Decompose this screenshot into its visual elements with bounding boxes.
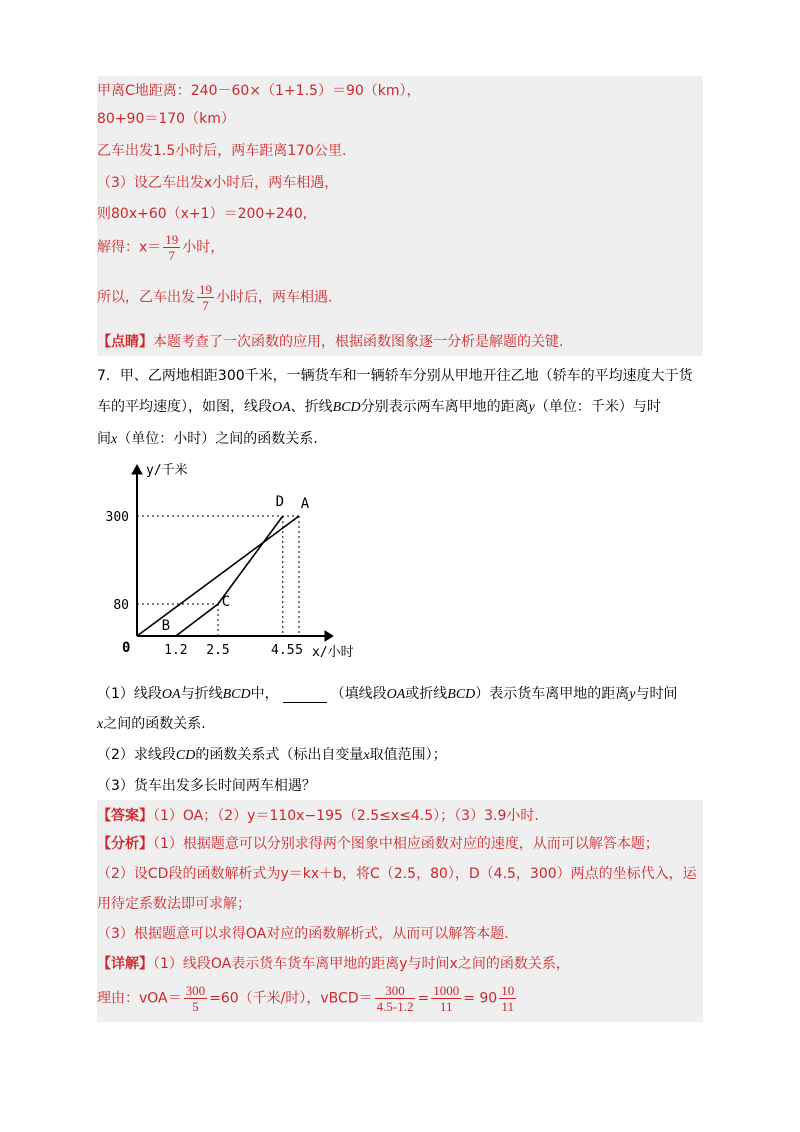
math-symbol: BCD — [447, 687, 476, 702]
point-label-d: D — [275, 494, 285, 510]
solution-line — [97, 282, 332, 313]
x-axis-label: x/小时 — [312, 645, 354, 660]
detail-text: = — [417, 990, 430, 1007]
question-text: 取值范围）； — [369, 747, 447, 763]
comment-line — [97, 331, 563, 351]
numerator: 300 — [375, 983, 416, 999]
question-text: 与时间 — [635, 686, 678, 702]
problem-text: （单位：小时）之间的函数关系. — [117, 431, 318, 447]
denominator: 11 — [501, 999, 514, 1014]
y-tick-label: 300 — [105, 510, 129, 525]
math-symbol: y — [629, 687, 636, 702]
solution-text: 小时后，两车相遇. — [216, 289, 333, 306]
detail-tag: 【详解】 — [97, 956, 153, 972]
x-tick-label: 4.5 — [271, 643, 295, 658]
function-graph — [100, 456, 360, 666]
solution-line — [97, 232, 224, 263]
math-symbol: BCD — [332, 400, 361, 415]
answer-tag: 【答案】 — [97, 808, 153, 824]
fraction — [184, 983, 208, 1014]
denominator: 5 — [192, 999, 199, 1014]
question-text: （填线段 — [330, 686, 387, 702]
analysis-text: （1）根据题意可以分别求得两个图象中相应函数对应的速度，从而可以解答本题； — [153, 836, 659, 852]
polyline-bcd — [176, 516, 283, 636]
question-3: （3）货车出发多长时间两车相遇？ — [97, 778, 316, 794]
y-axis-label: y/千米 — [146, 463, 188, 478]
math-symbol: x — [97, 717, 104, 732]
math-symbol: OA — [386, 687, 406, 702]
y-tick-label: 80 — [113, 598, 129, 613]
math-symbol: CD — [175, 748, 196, 763]
problem-line: 7．甲、乙两地相距300千米，一辆货车和一辆轿车分别从甲地开往乙地（轿车的平均速度大于货 — [97, 368, 693, 384]
problem-line — [97, 428, 318, 448]
question-text: 中， — [250, 686, 279, 702]
question-text: （1）线段 — [97, 686, 162, 702]
solution-text: 所以，乙车出发 — [97, 289, 195, 306]
question-2 — [97, 744, 447, 764]
point-label-c: C — [221, 594, 231, 610]
math-symbol: OA — [272, 400, 291, 415]
denominator: 7 — [202, 298, 209, 313]
question-text: （2）求线段 — [97, 747, 176, 763]
numerator: 1000 — [433, 983, 460, 998]
x-tick-label: 5 — [295, 643, 303, 658]
question-text: 或折线 — [405, 686, 448, 702]
question-text: ）表示货车离甲地的距离 — [475, 686, 630, 702]
numerator: 300 — [185, 983, 206, 998]
origin-label: 0 — [122, 640, 131, 656]
denominator: 7 — [168, 248, 176, 263]
problem-text: 、折线 — [290, 399, 333, 415]
problem-text: 间 — [97, 431, 111, 447]
x-tick-label: 2.5 — [206, 643, 230, 658]
fraction — [431, 983, 461, 1014]
math-symbol: x — [363, 748, 370, 763]
answer-blank — [283, 688, 327, 703]
analysis-line: （3）根据题意可以求得OA对应的函数解析式，从而可以解答本题. — [97, 926, 509, 942]
math-symbol: y — [528, 400, 535, 415]
comment-tag: 【点睛】 — [97, 334, 153, 350]
math-symbol: OA — [161, 687, 181, 702]
numerator: 10 — [501, 983, 515, 998]
x-axis-arrow — [325, 631, 333, 641]
detail-text: 理由：vOA＝ — [97, 990, 182, 1007]
comment-text: 本题考查了一次函数的应用，根据函数图象逐一分析是解题的关键. — [153, 334, 564, 350]
detail-line — [97, 953, 570, 973]
question-text: 与折线 — [180, 686, 223, 702]
problem-text: 分别表示两车离甲地的距离 — [360, 399, 529, 415]
problem-text: （单位：千米）与时 — [534, 399, 661, 415]
problem-text: 车的平均速度），如图，线段 — [97, 399, 272, 415]
detail-text: = 90 — [463, 990, 498, 1007]
question-1 — [97, 683, 677, 703]
detail-text: （1）线段OA表示货车货车离甲地的距离y与时间x之间的函数关系， — [153, 956, 570, 972]
solution-line: 80+90＝170（km） — [97, 111, 235, 127]
problem-line — [97, 396, 661, 416]
detail-text: =60（千米/时），vBCD＝ — [209, 990, 373, 1007]
analysis-line: 用待定系数法即可求解； — [97, 896, 251, 912]
math-symbol: x — [111, 432, 118, 447]
fraction — [163, 232, 180, 263]
solution-text: 小时， — [182, 239, 225, 256]
detail-formula-line — [97, 983, 518, 1014]
fraction — [499, 983, 516, 1014]
y-axis-arrow — [132, 465, 142, 474]
math-symbol: BCD — [222, 687, 251, 702]
denominator: 4.5-1.2 — [376, 999, 414, 1014]
solution-line: 乙车出发1.5小时后，两车距离170公里. — [97, 143, 347, 159]
answer-line — [97, 805, 539, 825]
analysis-tag: 【分析】 — [97, 836, 153, 852]
solution-line: 甲离C地距离：240－60×（1+1.5）＝90（km）， — [97, 83, 421, 99]
fraction — [375, 983, 416, 1014]
numerator: 19 — [199, 282, 212, 297]
solution-line: 则80x+60（x+1）＝200+240, — [97, 206, 308, 222]
solution-text: 解得：x＝ — [97, 239, 162, 256]
denominator: 11 — [439, 999, 453, 1014]
analysis-line: （2）设CD段的函数解析式为y＝kx＋b，将C（2.5，80），D（4.5，300）两点的坐标代入，运 — [97, 866, 697, 882]
numerator: 19 — [165, 232, 179, 247]
point-label-b: B — [161, 618, 171, 634]
x-tick-label: 1.2 — [164, 643, 188, 658]
question-text: 的函数关系式（标出自变量 — [195, 747, 364, 763]
solution-line: （3）设乙车出发x小时后，两车相遇， — [97, 175, 339, 191]
question-1-cont — [97, 713, 206, 733]
question-text: 之间的函数关系. — [103, 716, 206, 732]
answer-text: （1）OA；（2）y＝110x−195（2.5≤x≤4.5）；（3）3.9小时. — [153, 808, 539, 824]
point-label-a: A — [300, 496, 310, 512]
analysis-line — [97, 833, 659, 853]
fraction — [197, 282, 214, 313]
